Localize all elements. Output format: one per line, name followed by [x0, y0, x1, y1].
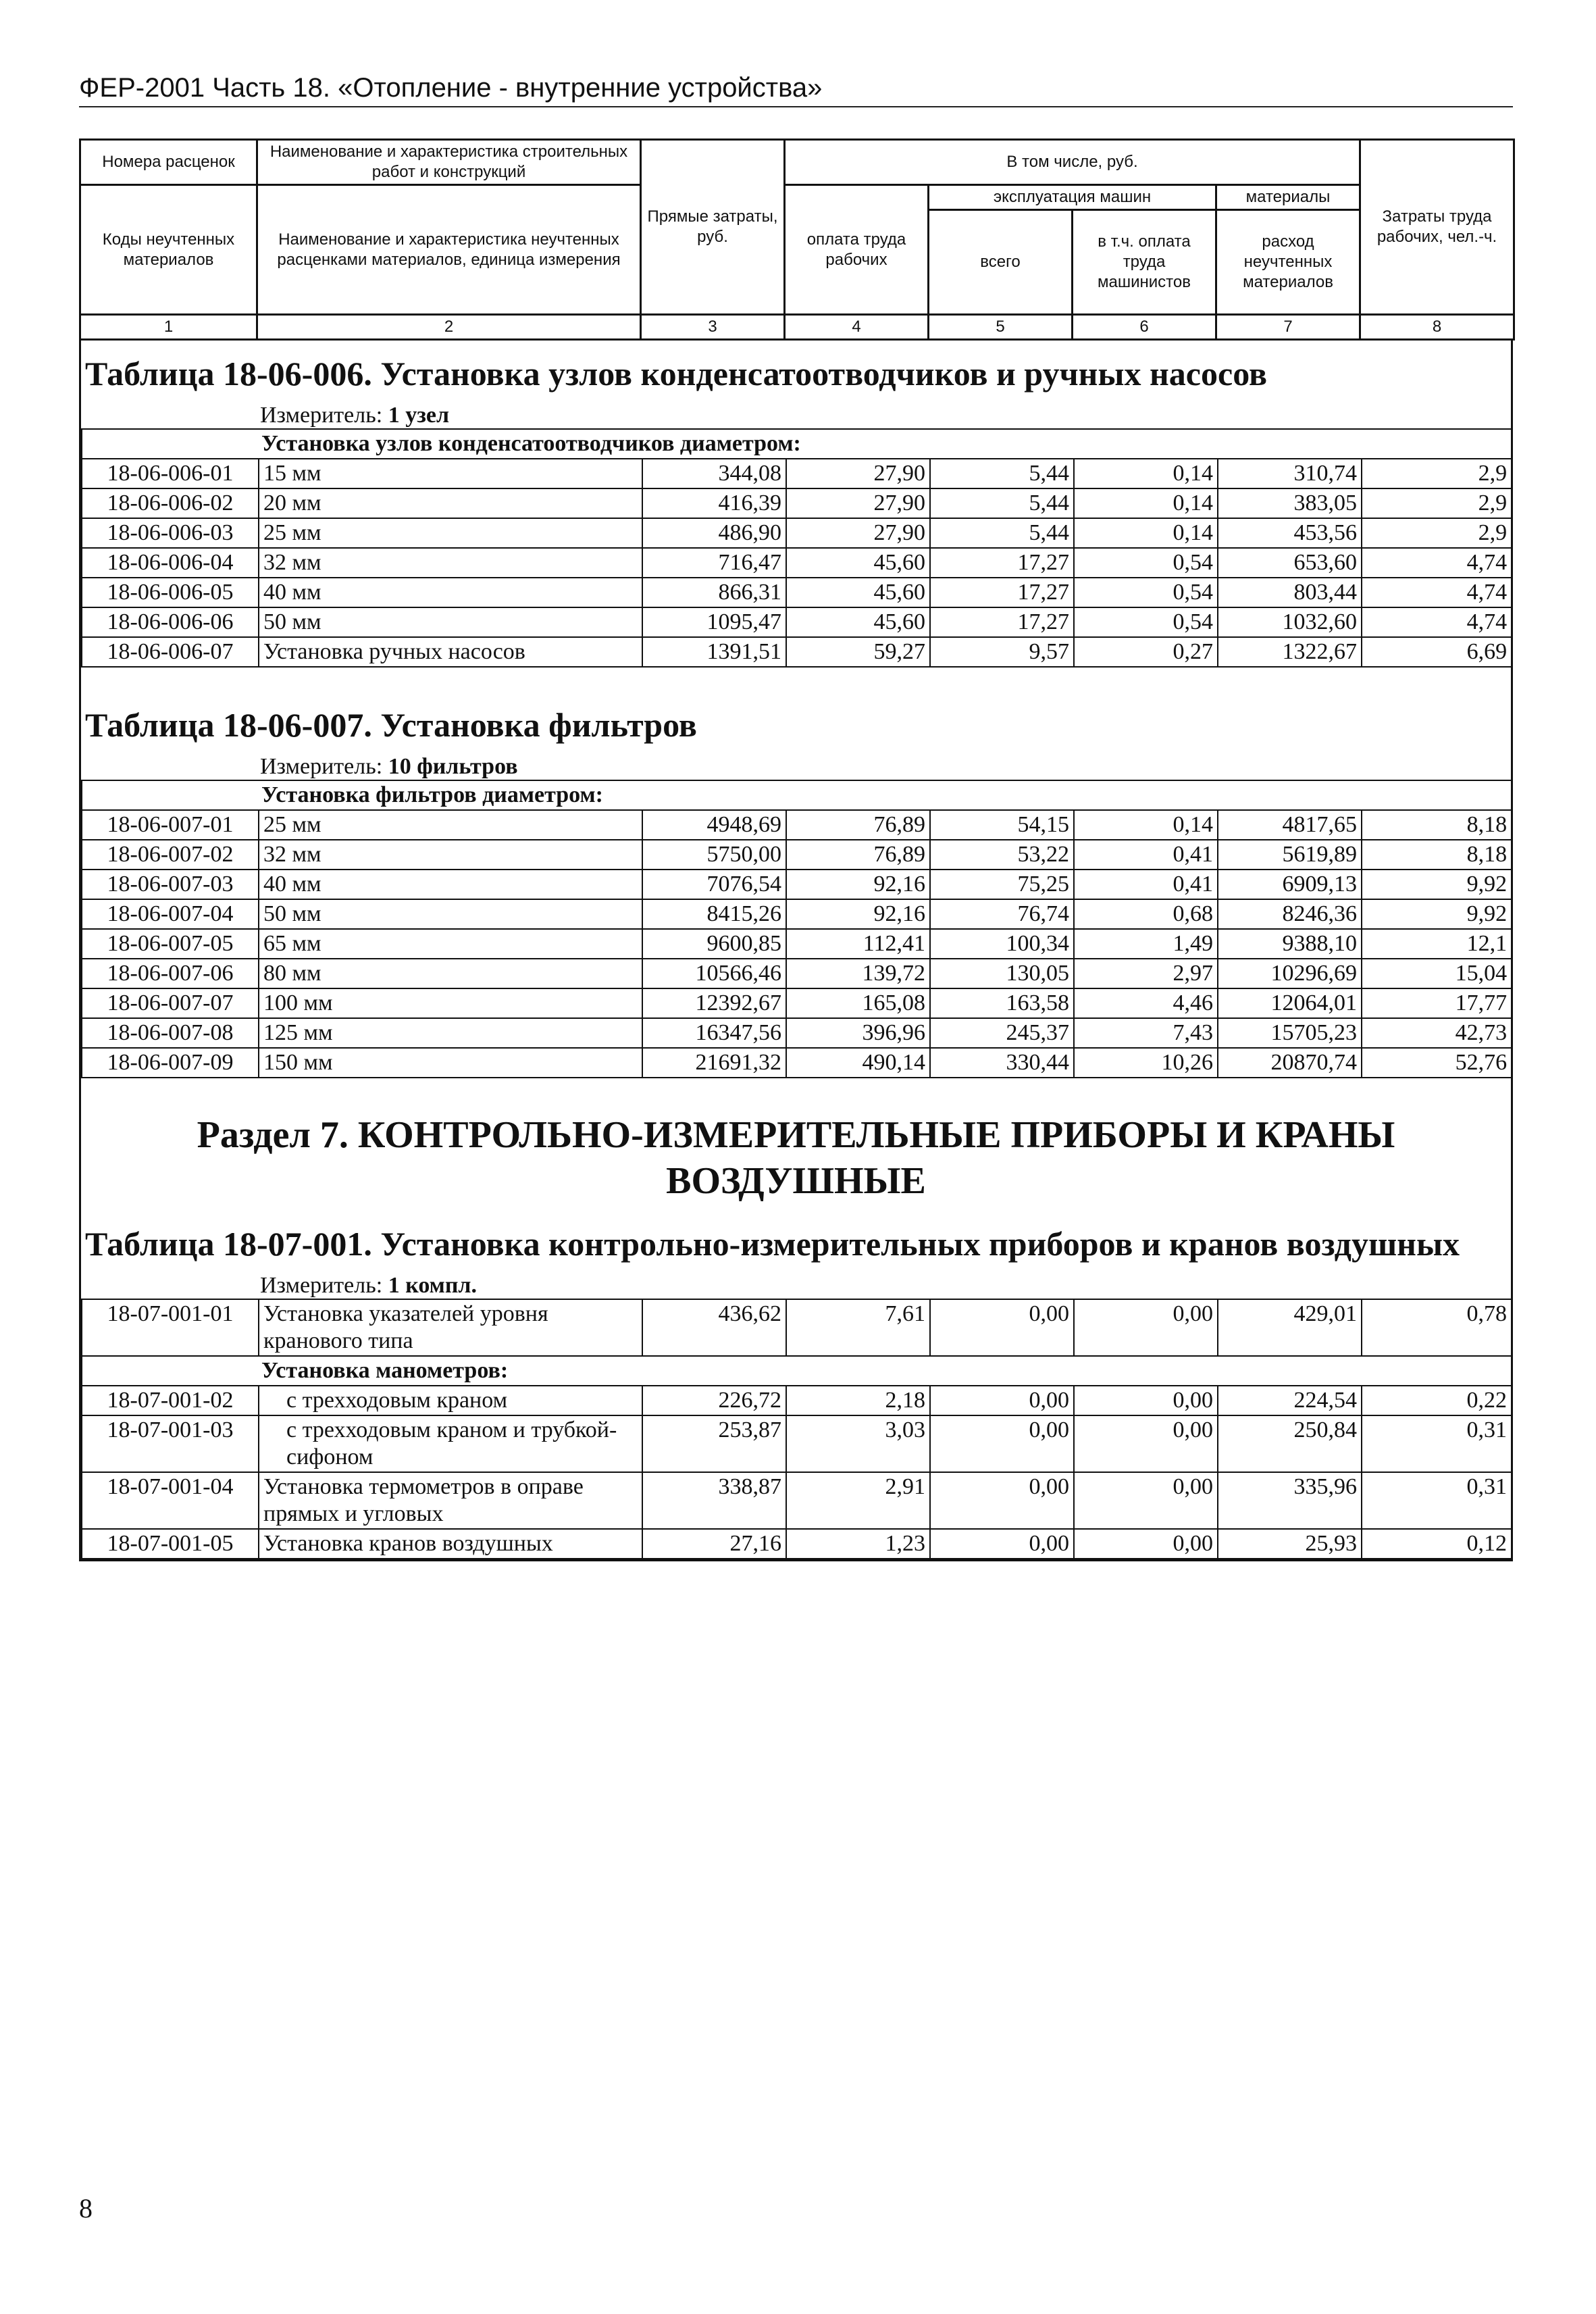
value-cell: 12064,01	[1218, 988, 1362, 1018]
value-cell: 130,05	[930, 959, 1074, 988]
table-row	[82, 929, 1512, 959]
rates-table	[81, 428, 1512, 668]
value-cell: 429,01	[1218, 1299, 1362, 1356]
value-cell: 0,00	[1074, 1529, 1218, 1559]
value-cell: 5619,89	[1218, 840, 1362, 870]
work-name-cell: 65 мм	[259, 929, 642, 959]
value-cell: 27,90	[786, 488, 930, 518]
value-cell: 0,68	[1074, 899, 1218, 929]
value-cell: 310,74	[1218, 459, 1362, 488]
work-name-cell: с трехходовым краном	[259, 1386, 642, 1415]
value-cell: 12,1	[1362, 929, 1512, 959]
col-head-work-name: Наименование и характеристика строительных работ и конструкций	[257, 140, 641, 185]
value-cell: 224,54	[1218, 1386, 1362, 1415]
value-cell: 653,60	[1218, 548, 1362, 578]
work-name-cell: 150 мм	[259, 1048, 642, 1078]
table-subheading: Установка манометров:	[82, 1356, 1512, 1386]
table-row	[82, 1386, 1512, 1415]
work-name-cell: Установка термометров в оправе прямых и угловых	[259, 1472, 642, 1529]
value-cell: 436,62	[642, 1299, 786, 1356]
value-cell: 0,00	[930, 1386, 1074, 1415]
value-cell: 17,77	[1362, 988, 1512, 1018]
table-title: Таблица 18-07-001. Установка контрольно-измерительных приборов и кранов воздушных	[85, 1225, 1460, 1263]
table-row	[82, 518, 1512, 548]
value-cell: 0,54	[1074, 548, 1218, 578]
value-cell: 2,9	[1362, 518, 1512, 548]
value-cell: 0,78	[1362, 1299, 1512, 1356]
value-cell: 0,00	[1074, 1299, 1218, 1356]
col-num: 8	[1360, 315, 1514, 340]
col-head-material-codes: Коды неучтенных материалов	[80, 185, 257, 315]
value-cell: 8,18	[1362, 840, 1512, 870]
value-cell: 27,90	[786, 459, 930, 488]
value-cell: 866,31	[642, 578, 786, 607]
col-head-direct-cost: Прямые затраты, руб.	[641, 140, 785, 315]
value-cell: 139,72	[786, 959, 930, 988]
value-cell: 1,23	[786, 1529, 930, 1559]
value-cell: 9388,10	[1218, 929, 1362, 959]
value-cell: 4817,65	[1218, 810, 1362, 840]
table-row	[82, 1018, 1512, 1048]
work-name-cell: Установка ручных насосов	[259, 637, 642, 667]
value-cell: 0,22	[1362, 1386, 1512, 1415]
value-cell: 0,00	[930, 1472, 1074, 1529]
work-name-cell: 25 мм	[259, 518, 642, 548]
work-name-cell: 40 мм	[259, 870, 642, 899]
value-cell: 112,41	[786, 929, 930, 959]
table-subheading: Установка фильтров диаметром:	[82, 780, 1512, 810]
section-title: Раздел 7. КОНТРОЛЬНО-ИЗМЕРИТЕЛЬНЫЕ ПРИБОРЫ И КРАНЫ ВОЗДУШНЫЕ	[197, 1114, 1395, 1202]
value-cell: 253,87	[642, 1415, 786, 1472]
value-cell: 338,87	[642, 1472, 786, 1529]
col-num: 7	[1216, 315, 1360, 340]
value-cell: 2,9	[1362, 459, 1512, 488]
value-cell: 27,16	[642, 1529, 786, 1559]
work-name-cell: 125 мм	[259, 1018, 642, 1048]
value-cell: 2,18	[786, 1386, 930, 1415]
work-name-cell: 25 мм	[259, 810, 642, 840]
value-cell: 716,47	[642, 548, 786, 578]
value-cell: 9,92	[1362, 870, 1512, 899]
value-cell: 0,00	[1074, 1472, 1218, 1529]
rate-code-cell: 18-07-001-05	[82, 1529, 259, 1559]
table-row	[82, 1529, 1512, 1559]
value-cell: 45,60	[786, 607, 930, 637]
col-num: 6	[1073, 315, 1216, 340]
value-cell: 2,91	[786, 1472, 930, 1529]
rate-code-cell: 18-06-007-09	[82, 1048, 259, 1078]
value-cell: 1,49	[1074, 929, 1218, 959]
value-cell: 15,04	[1362, 959, 1512, 988]
value-cell: 16347,56	[642, 1018, 786, 1048]
table-title: Таблица 18-06-007. Установка фильтров	[85, 706, 697, 744]
rate-code-cell: 18-06-007-02	[82, 840, 259, 870]
value-cell: 25,93	[1218, 1529, 1362, 1559]
value-cell: 330,44	[930, 1048, 1074, 1078]
value-cell: 7,61	[786, 1299, 930, 1356]
value-cell: 27,90	[786, 518, 930, 548]
value-cell: 0,00	[1074, 1386, 1218, 1415]
col-num: 1	[80, 315, 257, 340]
rate-code-cell: 18-06-007-07	[82, 988, 259, 1018]
rates-table	[81, 780, 1512, 1078]
value-cell: 344,08	[642, 459, 786, 488]
value-cell: 17,27	[930, 607, 1074, 637]
value-cell: 0,12	[1362, 1529, 1512, 1559]
rate-code-cell: 18-07-001-03	[82, 1415, 259, 1472]
value-cell: 12392,67	[642, 988, 786, 1018]
value-cell: 20870,74	[1218, 1048, 1362, 1078]
value-cell: 490,14	[786, 1048, 930, 1078]
value-cell: 0,00	[930, 1415, 1074, 1472]
value-cell: 21691,32	[642, 1048, 786, 1078]
work-name-cell: 15 мм	[259, 459, 642, 488]
rates-table	[81, 1299, 1512, 1559]
value-cell: 4,74	[1362, 607, 1512, 637]
col-head-operator-pay: в т.ч. оплата труда машинистов	[1073, 210, 1216, 315]
col-head-material-name: Наименование и характеристика неучтенных расценками материалов, единица измерения	[257, 185, 641, 315]
table-row	[82, 810, 1512, 840]
table-row	[82, 1048, 1512, 1078]
value-cell: 0,00	[1074, 1415, 1218, 1472]
table-row	[82, 637, 1512, 667]
value-cell: 4,74	[1362, 548, 1512, 578]
value-cell: 1032,60	[1218, 607, 1362, 637]
table-row	[82, 548, 1512, 578]
meter-line: Измеритель: 10 фильтров	[260, 754, 518, 779]
value-cell: 0,14	[1074, 518, 1218, 548]
table-row	[82, 1299, 1512, 1356]
value-cell: 7076,54	[642, 870, 786, 899]
rate-code-cell: 18-07-001-04	[82, 1472, 259, 1529]
column-header-table	[79, 139, 1515, 341]
rate-code-cell: 18-06-006-02	[82, 488, 259, 518]
rate-code-cell: 18-06-006-03	[82, 518, 259, 548]
value-cell: 9,92	[1362, 899, 1512, 929]
value-cell: 45,60	[786, 548, 930, 578]
col-num: 4	[785, 315, 929, 340]
value-cell: 165,08	[786, 988, 930, 1018]
work-name-cell: Установка указателей уровня кранового типа	[259, 1299, 642, 1356]
rate-code-cell: 18-06-007-01	[82, 810, 259, 840]
value-cell: 0,27	[1074, 637, 1218, 667]
value-cell: 7,43	[1074, 1018, 1218, 1048]
value-cell: 0,41	[1074, 870, 1218, 899]
value-cell: 92,16	[786, 870, 930, 899]
table-row	[82, 1472, 1512, 1529]
table-row	[82, 870, 1512, 899]
table-row	[82, 607, 1512, 637]
value-cell: 76,89	[786, 810, 930, 840]
work-name-cell: 32 мм	[259, 840, 642, 870]
table-row	[82, 578, 1512, 607]
value-cell: 0,31	[1362, 1415, 1512, 1472]
rate-code-cell: 18-06-007-04	[82, 899, 259, 929]
page-number: 8	[79, 2193, 93, 2223]
value-cell: 52,76	[1362, 1048, 1512, 1078]
value-cell: 163,58	[930, 988, 1074, 1018]
value-cell: 76,74	[930, 899, 1074, 929]
rate-code-cell: 18-06-007-03	[82, 870, 259, 899]
value-cell: 6909,13	[1218, 870, 1362, 899]
value-cell: 0,00	[930, 1299, 1074, 1356]
value-cell: 76,89	[786, 840, 930, 870]
table-row	[82, 1415, 1512, 1472]
value-cell: 4948,69	[642, 810, 786, 840]
rate-code-cell: 18-06-007-05	[82, 929, 259, 959]
rate-code-cell: 18-07-001-01	[82, 1299, 259, 1356]
value-cell: 383,05	[1218, 488, 1362, 518]
value-cell: 416,39	[642, 488, 786, 518]
value-cell: 250,84	[1218, 1415, 1362, 1472]
value-cell: 486,90	[642, 518, 786, 548]
value-cell: 0,14	[1074, 810, 1218, 840]
value-cell: 54,15	[930, 810, 1074, 840]
value-cell: 335,96	[1218, 1472, 1362, 1529]
running-header: ФЕР-2001 Часть 18. «Отопление - внутренние устройства»	[79, 73, 1513, 107]
col-num: 3	[641, 315, 785, 340]
value-cell: 0,41	[1074, 840, 1218, 870]
work-name-cell: 50 мм	[259, 607, 642, 637]
col-num: 5	[929, 315, 1073, 340]
table-row	[82, 988, 1512, 1018]
value-cell: 15705,23	[1218, 1018, 1362, 1048]
value-cell: 10566,46	[642, 959, 786, 988]
work-name-cell: 32 мм	[259, 548, 642, 578]
meter-line: Измеритель: 1 узел	[260, 403, 450, 428]
value-cell: 453,56	[1218, 518, 1362, 548]
value-cell: 4,46	[1074, 988, 1218, 1018]
value-cell: 10,26	[1074, 1048, 1218, 1078]
table-row	[82, 899, 1512, 929]
value-cell: 5,44	[930, 518, 1074, 548]
value-cell: 17,27	[930, 548, 1074, 578]
value-cell: 3,03	[786, 1415, 930, 1472]
rate-code-cell: 18-06-006-01	[82, 459, 259, 488]
value-cell: 803,44	[1218, 578, 1362, 607]
col-head-material-use: расход неучтенных материалов	[1216, 210, 1360, 315]
work-name-cell: 50 мм	[259, 899, 642, 929]
table-title: Таблица 18-06-006. Установка узлов конденсатоотводчиков и ручных насосов	[85, 355, 1267, 393]
value-cell: 53,22	[930, 840, 1074, 870]
rate-code-cell: 18-06-007-08	[82, 1018, 259, 1048]
table-row	[82, 840, 1512, 870]
value-cell: 5,44	[930, 459, 1074, 488]
value-cell: 0,31	[1362, 1472, 1512, 1529]
col-head-labor-hours: Затраты труда рабочих, чел.-ч.	[1360, 140, 1514, 315]
work-name-cell: 80 мм	[259, 959, 642, 988]
value-cell: 17,27	[930, 578, 1074, 607]
value-cell: 1095,47	[642, 607, 786, 637]
value-cell: 0,00	[930, 1529, 1074, 1559]
value-cell: 0,14	[1074, 459, 1218, 488]
work-name-cell: Установка кранов воздушных	[259, 1529, 642, 1559]
value-cell: 245,37	[930, 1018, 1074, 1048]
col-head-materials: материалы	[1216, 185, 1360, 210]
col-head-machines: эксплуатация машин	[929, 185, 1216, 210]
rate-code-cell: 18-06-006-05	[82, 578, 259, 607]
col-num: 2	[257, 315, 641, 340]
value-cell: 0,54	[1074, 607, 1218, 637]
value-cell: 8415,26	[642, 899, 786, 929]
work-name-cell: с трехходовым краном и трубкой-сифоном	[259, 1415, 642, 1472]
table-row	[82, 488, 1512, 518]
value-cell: 92,16	[786, 899, 930, 929]
value-cell: 1322,67	[1218, 637, 1362, 667]
rate-sheet	[79, 139, 1513, 1561]
value-cell: 0,14	[1074, 488, 1218, 518]
rate-code-cell: 18-06-006-07	[82, 637, 259, 667]
value-cell: 9,57	[930, 637, 1074, 667]
value-cell: 75,25	[930, 870, 1074, 899]
value-cell: 8,18	[1362, 810, 1512, 840]
value-cell: 2,97	[1074, 959, 1218, 988]
work-name-cell: 100 мм	[259, 988, 642, 1018]
col-head-rate-number: Номера расценок	[80, 140, 257, 185]
col-head-worker-pay: оплата труда рабочих	[785, 185, 929, 315]
value-cell: 45,60	[786, 578, 930, 607]
work-name-cell: 20 мм	[259, 488, 642, 518]
value-cell: 9600,85	[642, 929, 786, 959]
meter-line: Измеритель: 1 компл.	[260, 1273, 478, 1298]
value-cell: 8246,36	[1218, 899, 1362, 929]
table-row	[82, 459, 1512, 488]
value-cell: 5750,00	[642, 840, 786, 870]
value-cell: 6,69	[1362, 637, 1512, 667]
table-subheading: Установка узлов конденсатоотводчиков диаметром:	[82, 429, 1512, 459]
rate-code-cell: 18-06-006-04	[82, 548, 259, 578]
value-cell: 2,9	[1362, 488, 1512, 518]
rate-code-cell: 18-06-006-06	[82, 607, 259, 637]
value-cell: 100,34	[930, 929, 1074, 959]
value-cell: 226,72	[642, 1386, 786, 1415]
value-cell: 1391,51	[642, 637, 786, 667]
value-cell: 10296,69	[1218, 959, 1362, 988]
rate-code-cell: 18-06-007-06	[82, 959, 259, 988]
tables-body	[79, 341, 1513, 1561]
value-cell: 0,54	[1074, 578, 1218, 607]
value-cell: 4,74	[1362, 578, 1512, 607]
rate-code-cell: 18-07-001-02	[82, 1386, 259, 1415]
work-name-cell: 40 мм	[259, 578, 642, 607]
table-row	[82, 959, 1512, 988]
value-cell: 59,27	[786, 637, 930, 667]
col-head-including: В том числе, руб.	[785, 140, 1360, 185]
col-head-machines-total: всего	[929, 210, 1073, 315]
value-cell: 396,96	[786, 1018, 930, 1048]
value-cell: 5,44	[930, 488, 1074, 518]
value-cell: 42,73	[1362, 1018, 1512, 1048]
